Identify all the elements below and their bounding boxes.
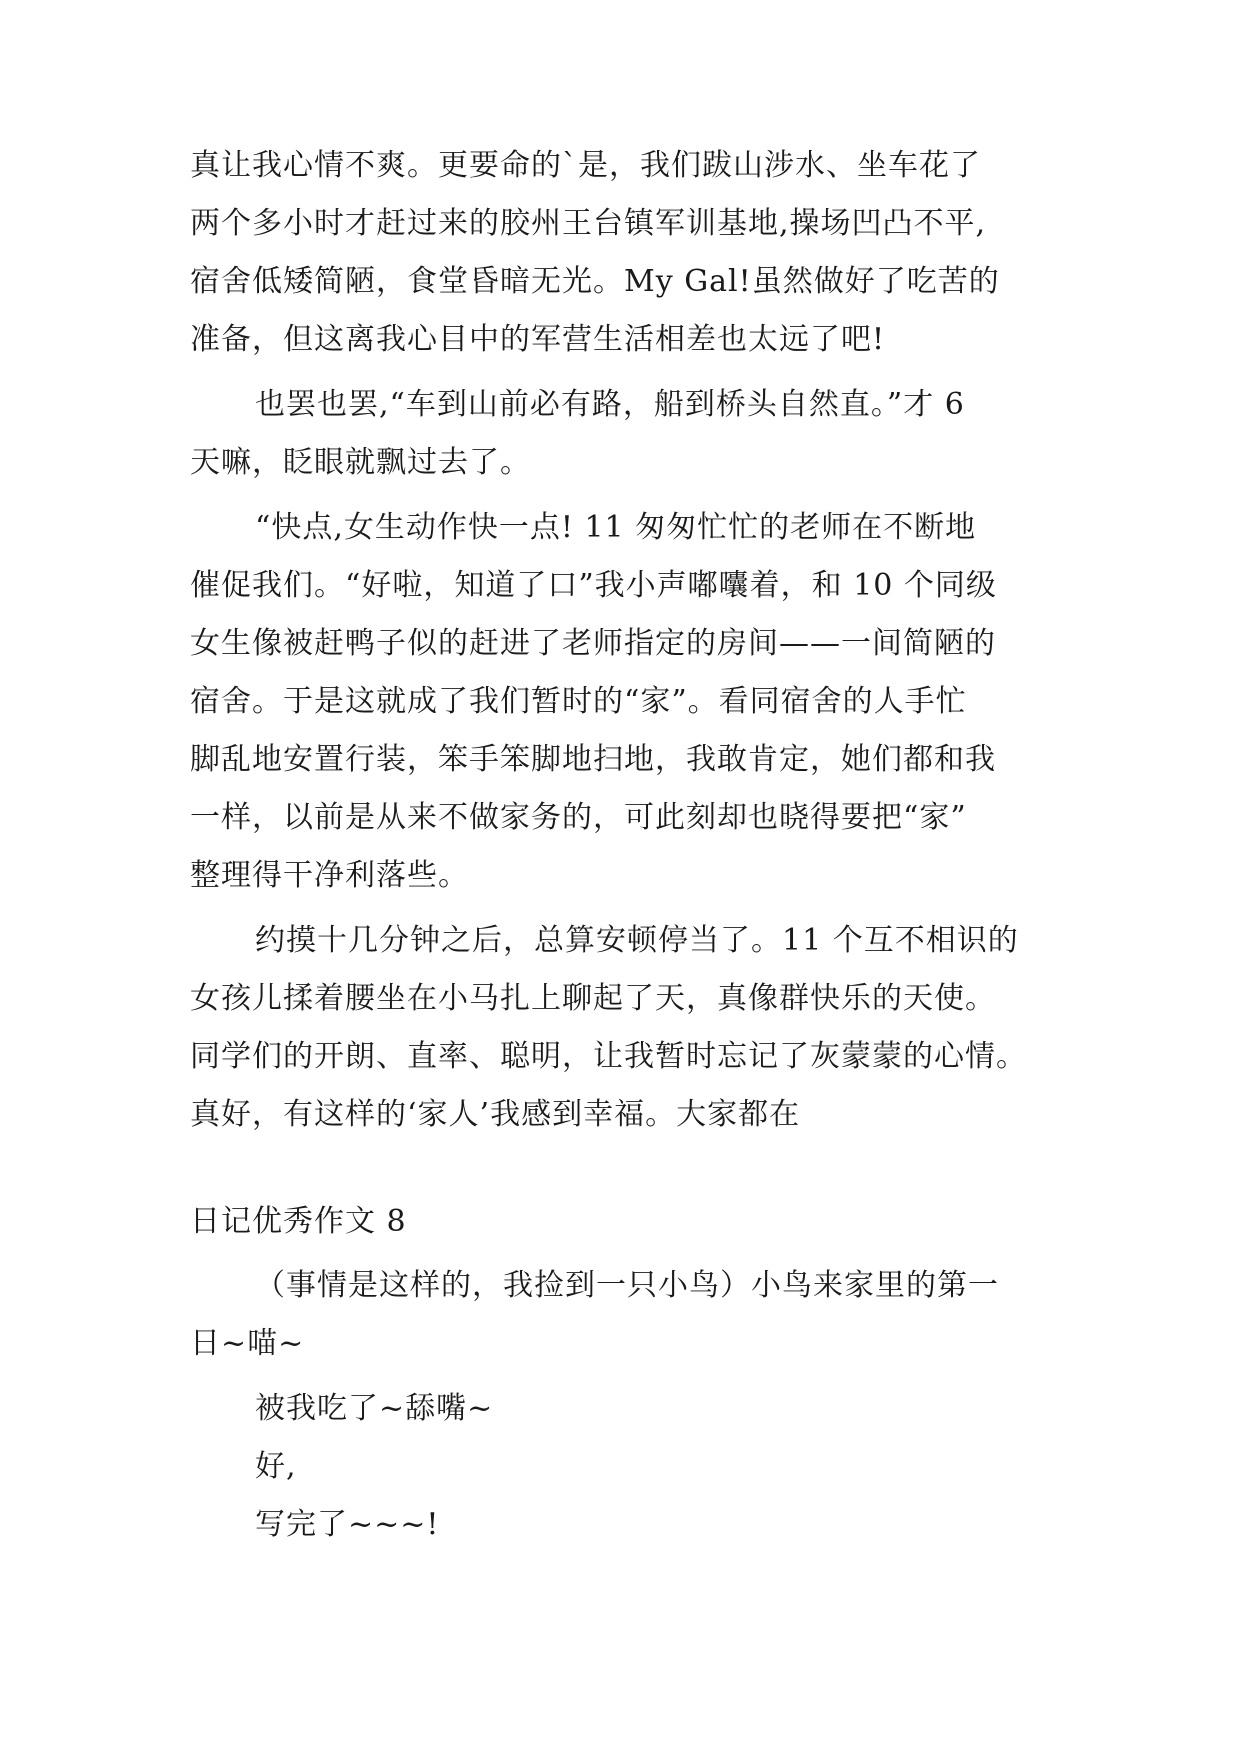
text-line: 日~喵~ (190, 1326, 305, 1361)
text-line: 宿舍。于是这就成了我们暂时的“家”。看同宿舍的人手忙 (190, 684, 967, 719)
text-line: 催促我们。“好啦，知道了口”我小声嘟囔着，和 10 个同级 (190, 568, 997, 603)
text-line: 写完了~~~! (255, 1507, 440, 1542)
paragraph-first-line: 约摸十几分钟之后，总算安顿停当了。11 个互不相识的 (255, 923, 1019, 958)
text-line: 宿舍低矮简陋，食堂昏暗无光。My Gal!虽然做好了吃苦的 (190, 264, 1000, 299)
paragraph-first-line: （事情是这样的，我捡到一只小鸟）小鸟来家里的第一 (255, 1268, 999, 1303)
text-line: 被我吃了~舔嘴~ (255, 1391, 494, 1426)
text-line: 女生像被赶鸭子似的赶进了老师指定的房间——一间简陋的 (190, 626, 996, 661)
text-line: 真好，有这样的‘家人’我感到幸福。大家都在 (190, 1097, 801, 1132)
text-line: 整理得干净利落些。 (190, 858, 469, 893)
text-line: 天嘛，眨眼就飘过去了。 (190, 445, 531, 480)
text-line: 真让我心情不爽。更要命的`是，我们跋山涉水、坐车花了 (190, 148, 981, 183)
paragraph-first-line: “快点,女生动作快一点! 11 匆匆忙忙的老师在不断地 (255, 510, 977, 545)
text-line: 好, (255, 1449, 297, 1484)
text-line: 准备，但这离我心目中的军营生活相差也太远了吧! (190, 322, 886, 357)
text-line: 一样，以前是从来不做家务的，可此刻却也晓得要把“家” (190, 800, 967, 835)
paragraph-first-line: 也罢也罢,“车到山前必有路，船到桥头自然直。”才 6 (255, 387, 965, 422)
text-line: 女孩儿揉着腰坐在小马扎上聊起了天，真像群快乐的天使。 (190, 981, 996, 1016)
text-line: 同学们的开朗、直率、聪明，让我暂时忘记了灰蒙蒙的心情。 (190, 1039, 1027, 1074)
text-line: 两个多小时才赶过来的胶州王台镇军训基地,操场凹凸不平, (190, 206, 987, 241)
text-line: 脚乱地安置行装，笨手笨脚地扫地，我敢肯定，她们都和我 (190, 742, 996, 777)
section-title: 日记优秀作文 8 (190, 1204, 407, 1239)
